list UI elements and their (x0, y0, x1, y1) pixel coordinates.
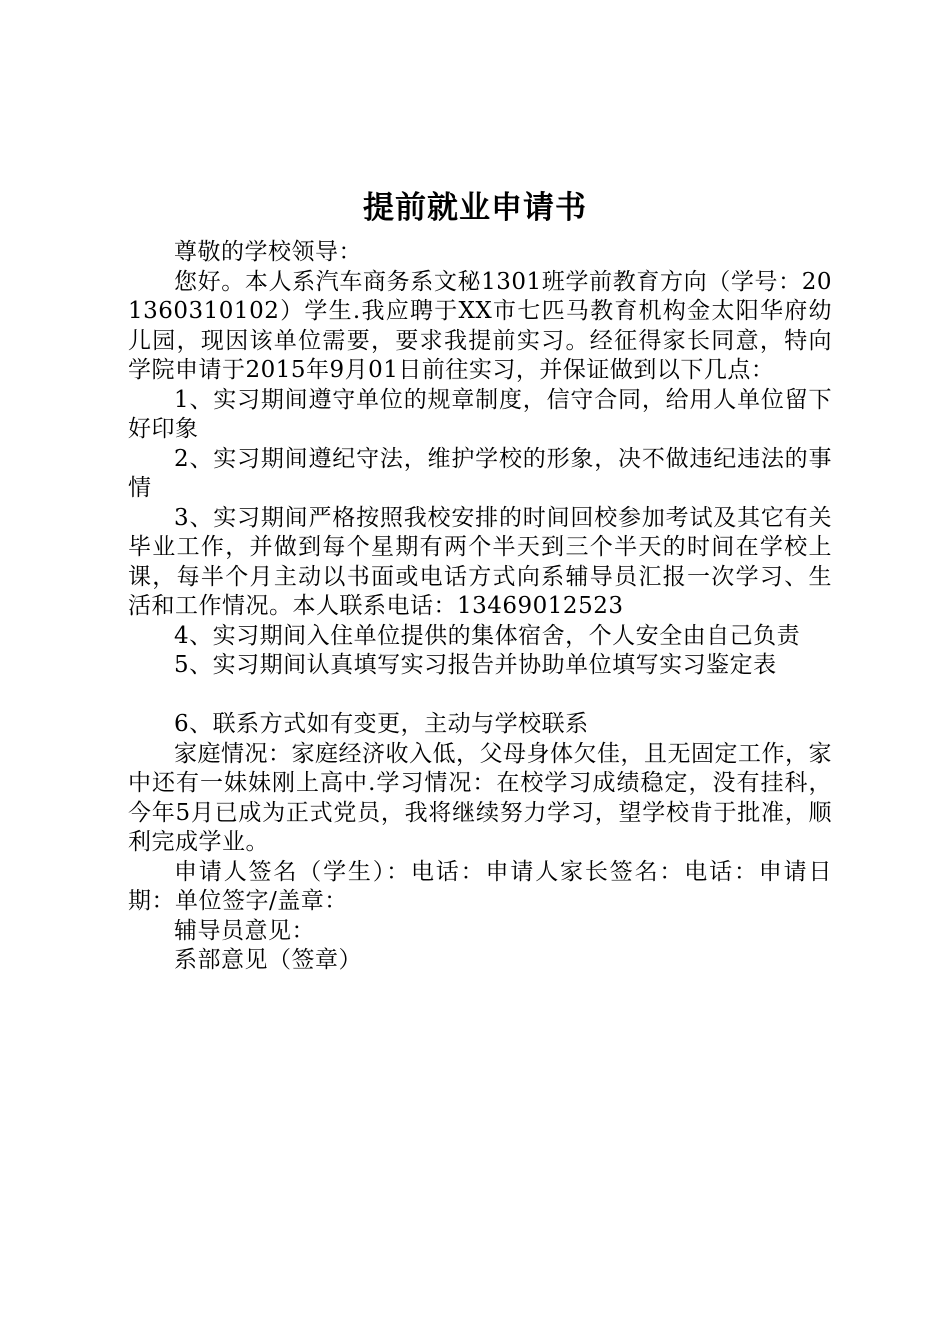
department-opinion: 系部意见（签章） (174, 947, 362, 973)
salutation: 尊敬的学校领导： (174, 239, 362, 265)
point-5: 5、实习期间认真填写实习报告并协助单位填写实习鉴定表 (174, 652, 777, 678)
point-3: 3、实习期间严格按照我校安排的时间回校参加考试及其它有关毕业工作，并做到每个星期有两个半天到三个半天的时间在学校上课，每半个月主动以书面或电话方式向系辅导员汇报一次学习、生活和工作情况。本人联系电话：13469012523 (128, 504, 832, 619)
counselor-opinion: 辅导员意见： (174, 917, 315, 944)
point-4: 4、实习期间入住单位提供的集体宿舍，个人安全由自己负责 (174, 622, 801, 649)
document-title: 提前就业申请书 (363, 190, 587, 226)
document-body (128, 238, 832, 976)
signature-line: 申请人签名（学生）：电话：申请人家长签名：电话：申请日期：单位签字/盖章： (128, 858, 832, 914)
point-2: 2、实习期间遵纪守法，维护学校的形象，决不做违纪违法的事情 (128, 445, 832, 501)
point-1: 1、实习期间遵守单位的规章制度，信守合同，给用人单位留下好印象 (128, 386, 832, 442)
point-6: 6、联系方式如有变更，主动与学校联系 (174, 711, 589, 737)
family-situation-paragraph: 家庭情况：家庭经济收入低，父母身体欠佳，且无固定工作，家中还有一妹妹刚上高中.学习情况：在校学习成绩稳定，没有挂科，今年5月已成为正式党员，我将继续努力学习，望学校肯于批准，顺利完成学业。 (128, 740, 832, 855)
intro-paragraph: 您好。本人系汽车商务系文秘1301班学前教育方向（学号：201360310102）学生.我应聘于XX市七匹马教育机构金太阳华府幼儿园，现因该单位需要，要求我提前实习。经征得家长同意，特向学院申请于2015年9月01日前往实习，并保证做到以下几点： (128, 268, 832, 383)
